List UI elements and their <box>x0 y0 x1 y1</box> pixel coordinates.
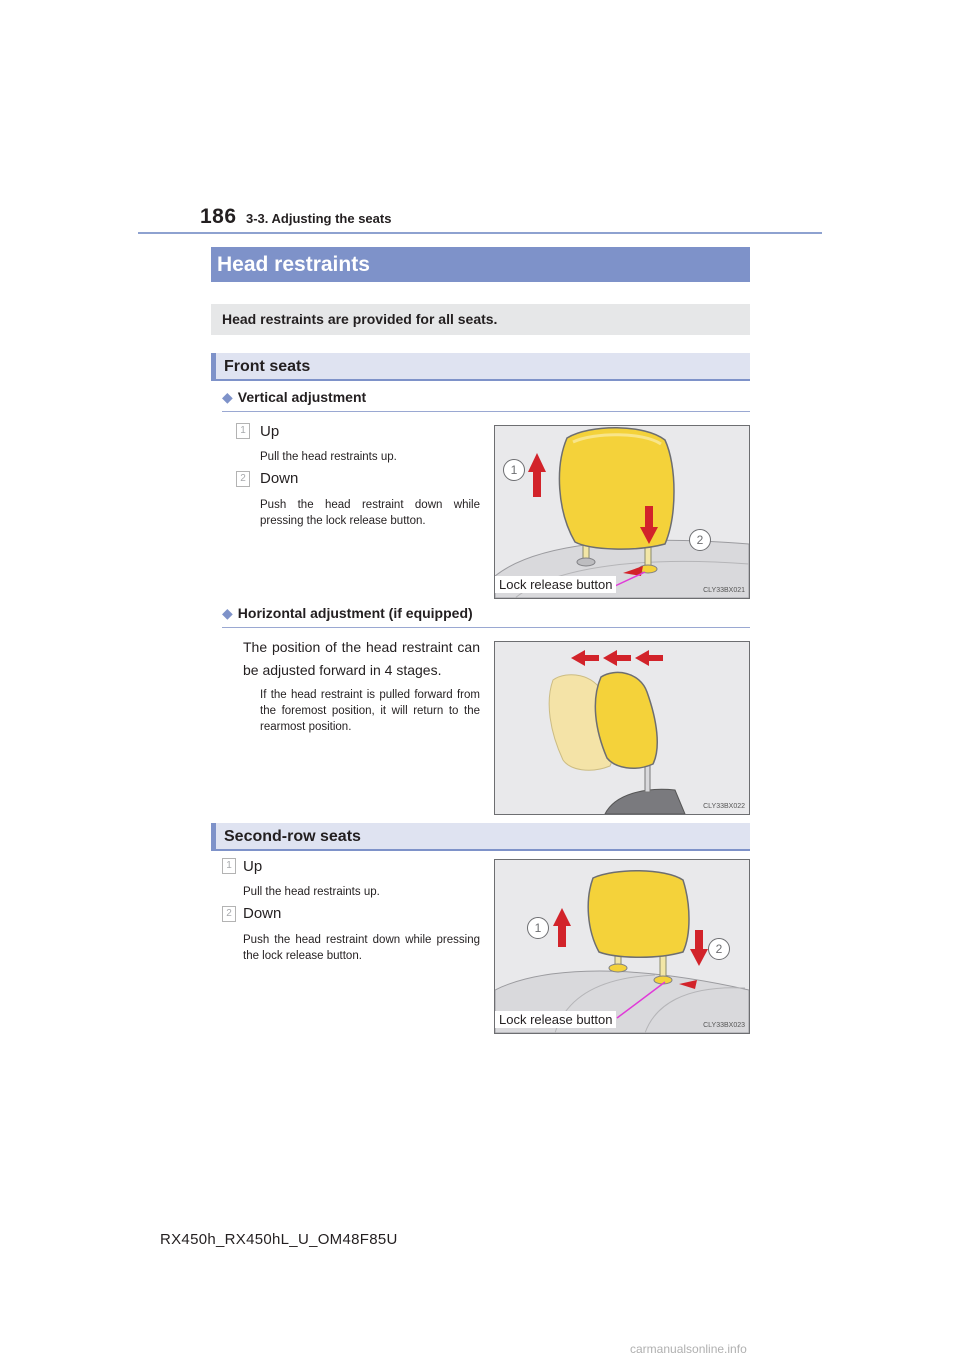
header-rule <box>138 232 822 234</box>
step-note-up: Pull the head restraints up. <box>260 451 397 463</box>
chapter-title: 3-3. Adjusting the seats <box>246 211 392 226</box>
figure-marker-2: 2 <box>708 938 730 960</box>
subheading-rule <box>222 627 750 628</box>
step-label-down: Down <box>243 905 282 922</box>
intro-text: Head restraints are provided for all seats. <box>211 304 750 335</box>
subheading-horizontal-adjustment <box>222 605 473 622</box>
arrow-left-icon <box>571 650 663 666</box>
horizontal-adjustment-text: The position of the head restraint can be adjusted forward in 4 stages. <box>243 639 480 678</box>
subheading-vertical-adjustment <box>222 389 366 406</box>
step-label-up: Up <box>243 858 263 875</box>
figure-code: CLY33BX022 <box>703 803 745 810</box>
figure-second-row <box>494 859 750 1034</box>
figure-marker-2: 2 <box>689 529 711 551</box>
watermark: carmanualsonline.info <box>630 1342 747 1356</box>
subheading-label: Vertical adjustment <box>237 389 367 405</box>
step-note-down: Push the head restraint down while pressing the lock release button. <box>243 934 480 962</box>
figure-front-vertical <box>494 425 750 599</box>
figure-marker-1: 1 <box>527 917 549 939</box>
diamond-bullet-icon: ◆ <box>222 605 233 621</box>
figure-code: CLY33BX023 <box>703 1022 745 1029</box>
headrest-horizontal-illustration <box>495 642 749 814</box>
headrest-vertical-illustration <box>495 426 749 598</box>
lock-release-callout: Lock release button <box>495 1011 616 1028</box>
step-label-up: Up <box>260 423 280 440</box>
step-note-down: Push the head restraint down while pressing the lock release button. <box>260 499 480 527</box>
subheading-rule <box>222 411 750 412</box>
step-label-down: Down <box>260 470 299 487</box>
horizontal-adjustment-note: If the head restraint is pulled forward from the foremost position, it will return to the rearmost position. <box>260 689 480 733</box>
subheading-label: Horizontal adjustment (if equipped) <box>237 605 473 621</box>
step-number-2: 2 <box>236 471 250 487</box>
step-note-up: Pull the head restraints up. <box>243 886 380 898</box>
lock-release-callout: Lock release button <box>495 576 616 593</box>
step-number-1: 1 <box>222 858 236 874</box>
figure-marker-1: 1 <box>503 459 525 481</box>
step-number-2: 2 <box>222 906 236 922</box>
arrow-up-icon <box>553 908 571 947</box>
step-number-1: 1 <box>236 423 250 439</box>
figure-code: CLY33BX021 <box>703 587 745 594</box>
arrow-up-icon <box>528 453 546 497</box>
page-title: Head restraints <box>211 247 750 282</box>
document-id: RX450h_RX450hL_U_OM48F85U <box>160 1231 398 1248</box>
section-heading-front-seats: Front seats <box>211 353 750 381</box>
arrow-down-icon <box>690 930 708 966</box>
page-number: 186 <box>200 205 237 228</box>
diamond-bullet-icon: ◆ <box>222 389 233 405</box>
section-heading-second-row: Second-row seats <box>211 823 750 851</box>
figure-front-horizontal <box>494 641 750 815</box>
